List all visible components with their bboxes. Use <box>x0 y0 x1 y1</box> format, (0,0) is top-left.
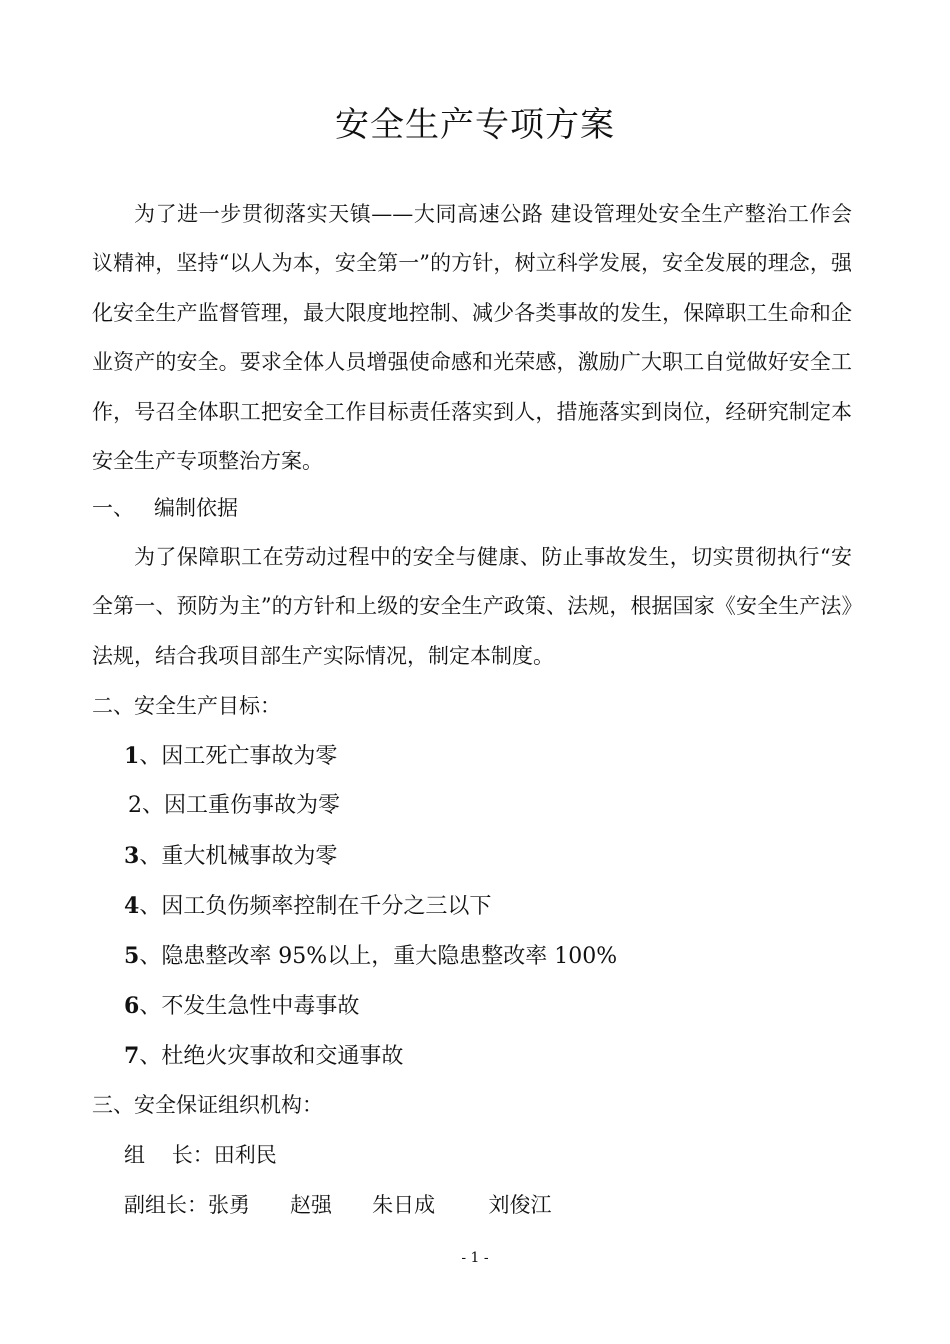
section-heading-basis: 一、 编制依据 <box>92 496 239 520</box>
org-deputies-line: 副组长：张勇 赵强 朱日成 刘俊江 <box>124 1193 552 1217</box>
goal-item <box>124 740 337 773</box>
goal-number: 5 <box>124 943 140 969</box>
page-number: - 1 - <box>461 1250 489 1266</box>
section-heading-organization: 三、安全保证组织机构： <box>92 1093 323 1117</box>
goal-item <box>128 790 340 822</box>
goal-text: 、杜绝火灾事故和交通事故 <box>139 1044 404 1069</box>
org-leader-line: 组 长：田利民 <box>124 1143 277 1167</box>
goal-text: 、因工重伤事故为零 <box>142 793 341 818</box>
goal-text: 、因工死亡事故为零 <box>139 744 338 769</box>
section-heading-goals: 二、安全生产目标： <box>92 694 281 718</box>
goal-number: 3 <box>124 843 140 869</box>
goal-item <box>124 1040 403 1073</box>
goal-text: 、隐患整改率 95%以上，重大隐患整改率 100% <box>139 944 618 969</box>
goal-item <box>124 840 337 873</box>
goal-number: 1 <box>124 743 140 769</box>
intro-paragraph: 为了进一步贯彻落实天镇——大同高速公路 建设管理处安全生产整治工作会议精神，坚持“以人为本，安全第一”的方针，树立科学发展，安全发展的理念，强化安全生产监督管理，最大限度地控制、减少各类事故的发生，保障职工生命和企业资产的安全。要求全体人员增强使命感和光荣感，激励广大职工自觉做好安全工作，号召全体职工把安全工作目标责任落实到人，措施落实到岗位，经研究制定本安全生产专项整治方案。 <box>92 202 852 474</box>
goal-text: 、重大机械事故为零 <box>139 844 338 869</box>
goal-text: 、不发生急性中毒事故 <box>139 994 360 1019</box>
goal-number: 2 <box>128 793 142 818</box>
goal-number: 4 <box>124 893 140 919</box>
goal-item <box>124 940 617 973</box>
basis-paragraph: 为了保障职工在劳动过程中的安全与健康、防止事故发生，切实贯彻执行“安全第一、预防为主”的方针和上级的安全生产政策、法规，根据国家《安全生产法》法规，结合我项目部生产实际情况，制定本制度。 <box>92 545 852 668</box>
document-title: 安全生产专项方案 <box>335 105 615 145</box>
goal-number: 6 <box>124 993 140 1019</box>
goal-item <box>124 890 491 923</box>
goal-item <box>124 990 359 1023</box>
goal-number: 7 <box>124 1043 140 1069</box>
goal-text: 、因工负伤频率控制在千分之三以下 <box>139 894 492 919</box>
